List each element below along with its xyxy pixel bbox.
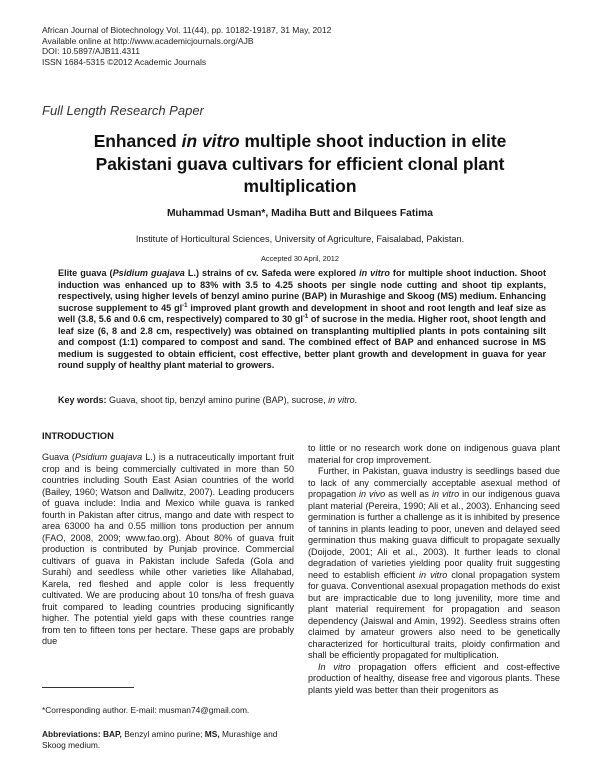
abstract-superscript: -1 (302, 313, 309, 320)
abstract-text: improved plant growth and development in shoot and root length and leaf size as well (3.8, 5.6 and 0.6 cm, respectively) compared to 30 gl (58, 302, 546, 324)
footnote-divider (42, 687, 134, 688)
abbrev-text: Murashige and Skoog medium. (42, 729, 278, 750)
abstract-text: L.) strains of cv. Safeda were explored (184, 268, 360, 278)
abstract-text: Elite guava ( (58, 268, 113, 278)
paragraph (308, 466, 560, 662)
italic-term: In vitro (318, 661, 351, 672)
paragraph-text: L.) is a nutraceutically important fruit crop and is being commercially cultivated in more than 50 countries including South East Asian countries of the world (Bailey, 1960; Watson and Dallwitz, 2007). Leading producers of guava include: India and Mexico while guava is ranked fourth in Pakistan after citrus, mango and date with respect to area 63000 ha and 0.55 million tons production per annum (FAO, 2008, 2009; www.fao.org). About 80% of guava fruit production is contributed by Punjab province. Commercial cultivars of guava in Pakistan include Safeda (Gola and Surahi) and seedless while other varieties like Allahabad, Karela, red fleshed and apple color is less frequently cultivated. We are producing about 10 tons/ha of fresh guava fruit compared to leading countries producing significantly higher. The potential yield gaps with these countries range from ten to fifteen tons per hectare. These gaps are probably due (42, 452, 294, 646)
section-heading-introduction: INTRODUCTION (42, 430, 114, 441)
paper-type: Full Length Research Paper (42, 103, 204, 118)
keywords-label: Key words: (58, 395, 107, 405)
body-column-right (308, 443, 560, 696)
abstract-superscript: -1 (182, 302, 188, 309)
paragraph (308, 662, 560, 697)
paragraph-text: Further, in Pakistan, guava industry is seedlings based due to lack of any commercially acceptable asexual method of propagation (308, 466, 560, 499)
abstract-in-vitro: in vitro (359, 268, 390, 278)
keywords-text: Guava, shoot tip, benzyl amino purine (BAP), sucrose, (106, 395, 329, 405)
abbrev-text: Benzyl amino purine; (121, 729, 205, 739)
paper-title (60, 130, 540, 198)
authors: Muhammad Usman*, Madiha Butt and Bilquees Fatima (166, 208, 434, 219)
abstract (58, 268, 546, 372)
paragraph-text: propagation offers efficient and cost-effective production of healthy, disease free and vigorous plants. These plants yield was better than their progenitors as (308, 661, 560, 695)
keywords-italic: in vitro (328, 395, 355, 405)
keywords-end: . (354, 395, 358, 405)
body-column-left (42, 452, 294, 648)
abbreviations (42, 729, 294, 751)
abbrev-label: Abbreviations: BAP, (42, 729, 122, 739)
paragraph-text: in our indigenous guava plant material (Pereira, 1990; Ali et al., 2003). Enhancing seed germination is further a challenge as it is inhibited by presence of tannins in plants leading to poor, uneven and delayed seed germination thus making guava difficult to propagate sexually (Doijode, 2001; Ali et al., 2003). It further leads to clonal degradation of varieties yielding poor quality fruit suggesting need to establish efficient (308, 489, 560, 580)
corresponding-author: *Corresponding author. E-mail: musman74@gmail.com. (42, 705, 250, 715)
paragraph-text: Guava ( (42, 452, 75, 462)
paragraph (42, 452, 294, 648)
accepted-date: Accepted 30 April, 2012 (260, 254, 340, 263)
abstract-text: for multiple shoot induction. Shoot induction was enhanced up to 83% with 3.5 to 4.25 shoots per single node cutting and shoot tip explants, respectively, using higher levels of benzyl amino purine (BAP) in Murashige and Skoog (MS) medium. Enhancing sucrose supplement to 45 gl (58, 268, 546, 313)
title-part-2: multiple shoot induction in elite Pakistani guava cultivars for efficient clonal plant multiplication (95, 131, 507, 196)
abstract-species: Psidium guajava (112, 268, 185, 278)
paragraph: to little or no research work done on indigenous guava plant material for crop improvement. (308, 443, 560, 465)
journal-doi: DOI: 10.5897/AJB11.4311 (42, 46, 140, 57)
italic-term: in vivo (359, 489, 386, 499)
affiliation: Institute of Horticultural Sciences, University of Agriculture, Faisalabad, Pakistan. (135, 234, 465, 244)
journal-citation: African Journal of Biotechnology Vol. 11(44), pp. 10182-19187, 31 May, 2012 (42, 25, 332, 35)
italic-term: in vitro (431, 489, 460, 499)
paragraph-text: clonal propagation system for guava. Conventional asexual propagation methods do exist but are impracticable due to long juvenility, more time and plant material requirement for propagation and season dependency (Jaiswal and Amin, 1992). Seedless strains often claimed by amateur growers also need to be genetically characterized for horticultural traits, ploidy confirmation and shall be efficiently propagated for multiplication. (308, 569, 560, 660)
title-part-1: Enhanced (93, 131, 182, 151)
title-italic: in vitro (181, 131, 240, 151)
species-name: Psidium guajava (74, 452, 143, 462)
journal-url: Available online at http://www.academicjournals.org/AJB (42, 35, 254, 46)
journal-issn: ISSN 1684-5315 ©2012 Academic Journals (42, 56, 207, 67)
keywords (58, 395, 546, 407)
paragraph-text: as well as (385, 489, 432, 499)
italic-term: in vitro (419, 569, 448, 580)
journal-info (42, 25, 462, 67)
abstract-text: of sucrose in the media. Higher root, shoot length and leaf size (6, 8 and 2.8 cm, respectively) was obtained on transplanting multiplied plants in pots containing silt and compost (1:1) compared to compost and sand. The combined effect of BAP and enhanced sucrose in MS medium is suggested to obtain efficient, cost effective, better plant growth and development in guava for year round supply of healthy plant material to growers. (58, 314, 546, 370)
abbrev-label: MS, (204, 729, 220, 739)
